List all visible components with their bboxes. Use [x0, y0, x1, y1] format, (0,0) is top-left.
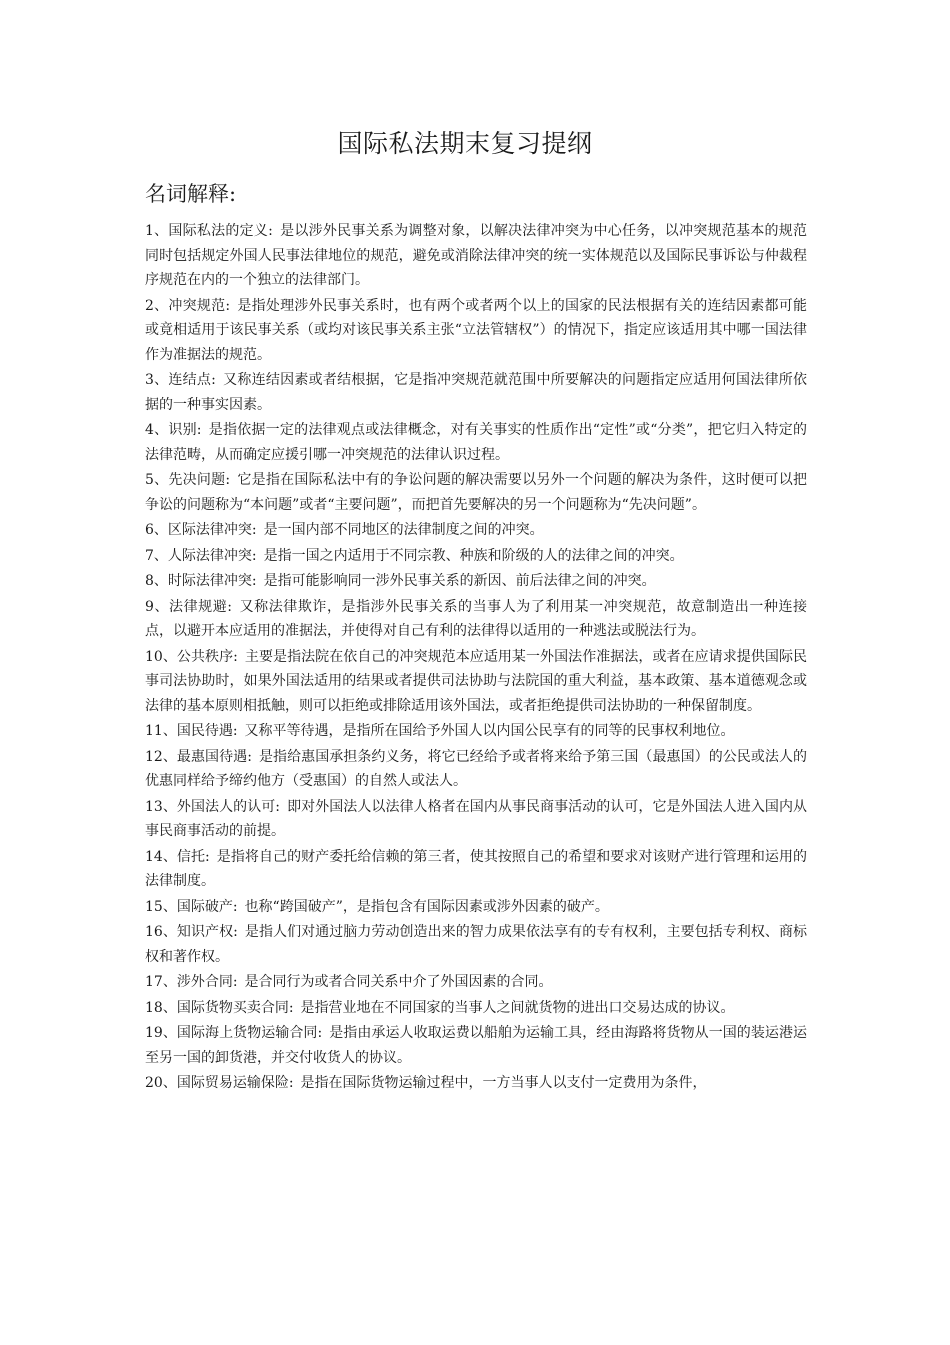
entry-definition: 是指将自己的财产委托给信赖的第三者，使其按照自己的希望和要求对该财产进行管理和运用的法律制度。	[145, 848, 808, 889]
entry-definition: 是一国内部不同地区的法律制度之间的冲突。	[263, 522, 544, 538]
entry-definition: 是以涉外民事关系为调整对象，以解决法律冲突为中心任务，以冲突规范基本的规范同时包括规定外国人民事法律地位的规范，避免或消除法律冲突的统一实体规范以及国际民事诉讼与仲裁程序规范在内的一个独立的法律部门。	[145, 223, 808, 288]
entry-term: 10、公共秩序:	[145, 648, 238, 665]
entry-definition: 是指由承运人收取运费以船舶为运输工具，经由海路将货物从一国的装运港运至另一国的卸货港，并交付收货人的协议。	[145, 1025, 808, 1066]
entry-definition: 它是指在国际私法中有的争讼问题的解决需要以另外一个问题的解决为条件，这时便可以把争讼的问题称为“本问题”或者“主要问题”，而把首先要解决的另一个问题称为“先决问题”。	[145, 472, 807, 513]
definition-entry	[145, 645, 807, 719]
entry-definition: 又称法律欺诈，是指涉外民事关系的当事人为了利用某一冲突规范，故意制造出一种连接点，以避开本应适用的准据法，并使得对自己有利的法律得以适用的一种逃法或脱法行为。	[145, 598, 808, 639]
entry-definition: 是指一国之内适用于不同宗教、种族和阶级的人的法律之间的冲突。	[263, 547, 684, 564]
entry-definition: 是指人们对通过脑力劳动创造出来的智力成果依法享有的专有权利，主要包括专利权、商标权和著作权。	[145, 924, 808, 965]
entry-definition: 是指营业地在不同国家的当事人之间就货物的进出口交易达成的协议。	[300, 999, 735, 1016]
definition-entry	[145, 544, 807, 569]
entry-term: 2、冲突规范:	[145, 297, 231, 314]
entry-term: 18、国际货物买卖合同:	[145, 999, 294, 1016]
entry-term: 8、时际法律冲突:	[145, 573, 257, 589]
entry-term: 9、法律规避:	[145, 598, 233, 615]
entry-term: 7、人际法律冲突:	[145, 547, 257, 564]
definition-entry	[145, 719, 807, 744]
definition-entry	[145, 468, 807, 517]
definition-entry	[145, 294, 807, 368]
entry-term: 15、国际破产:	[145, 898, 238, 915]
entry-term: 14、信托:	[145, 848, 210, 865]
entry-term: 17、涉外合同:	[145, 974, 238, 990]
definition-entry	[145, 996, 807, 1021]
page-title: 国际私法期末复习提纲	[337, 129, 593, 158]
definition-entry	[145, 418, 807, 467]
definition-entry	[145, 970, 807, 995]
entry-definition: 是指可能影响同一涉外民事关系的新因、前后法律之间的冲突。	[263, 573, 656, 589]
entry-term: 19、国际海上货物运输合同:	[145, 1025, 323, 1041]
definition-entry	[145, 518, 807, 543]
entry-term: 13、外国法人的认可:	[145, 798, 281, 815]
definition-list	[145, 219, 807, 1097]
definition-entry	[145, 595, 807, 644]
entry-definition: 又称平等待遇，是指所在国给予外国人以内国公民享有的同等的民事权利地位。	[244, 723, 735, 739]
definition-entry	[145, 920, 807, 969]
section-heading: 名词解释:	[145, 182, 237, 206]
definition-entry	[145, 795, 807, 844]
definition-entry	[145, 745, 807, 794]
definition-entry	[145, 895, 807, 920]
entry-definition: 是指处理涉外民事关系时，也有两个或者两个以上的国家的民法根据有关的连结因素都可能或竟相适用于该民事关系（或均对该民事关系主张“立法管辖权”）的情况下，指定应该适用其中哪一国法律作为准据法的规范。	[145, 297, 807, 363]
entry-term: 1、国际私法的定义:	[145, 223, 273, 239]
entry-definition: 又称连结因素或者结根据，它是指冲突规范就范围中所要解决的问题指定应适用何国法律所依据的一种事实因素。	[145, 372, 808, 413]
entry-definition: 是指给惠国承担条约义务，将它已经给予或者将来给予第三国（最惠国）的公民或法人的优惠同样给予缔约他方（受惠国）的自然人或法人。	[145, 748, 808, 789]
entry-term: 3、连结点:	[145, 372, 216, 388]
definition-entry	[145, 569, 807, 594]
entry-term: 6、区际法律冲突:	[145, 522, 257, 538]
entry-term: 12、最惠国待遇:	[145, 748, 252, 765]
definition-entry	[145, 368, 807, 417]
entry-definition: 即对外国法人以法律人格者在国内从事民商事活动的认可，它是外国法人进入国内从事民商事活动的前提。	[145, 798, 807, 839]
entry-definition: 是合同行为或者合同关系中介了外国因素的合同。	[244, 974, 553, 990]
entry-term: 20、国际贸易运输保险:	[145, 1075, 294, 1091]
entry-definition: 也称“跨国破产”，是指包含有国际因素或涉外因素的破产。	[244, 898, 609, 915]
entry-term: 4、识别:	[145, 422, 202, 438]
definition-entry	[145, 219, 807, 293]
entry-definition: 是指在国际货物运输过程中，一方当事人以支付一定费用为条件，	[300, 1075, 707, 1091]
entry-term: 11、国民待遇:	[145, 723, 238, 739]
definition-entry	[145, 845, 807, 894]
definition-entry	[145, 1021, 807, 1070]
entry-term: 5、先决问题:	[145, 472, 231, 488]
entry-term: 16、知识产权:	[145, 924, 238, 940]
entry-definition: 主要是指法院在依自己的冲突规范本应适用某一外国法作准据法，或者在应请求提供国际民事司法协助时，如果外国法适用的结果或者提供司法协助与法院国的重大利益，基本政策、基本道德观念或法律的基本原则相抵触，则可以拒绝或排除适用该外国法，或者拒绝提供司法协助的一种保留制度。	[145, 648, 808, 714]
entry-definition: 是指依据一定的法律观点或法律概念，对有关事实的性质作出“定性”或“分类”，把它归入特定的法律范畴，从而确定应援引哪一冲突规范的法律认识过程。	[145, 422, 807, 463]
definition-entry	[145, 1071, 807, 1096]
